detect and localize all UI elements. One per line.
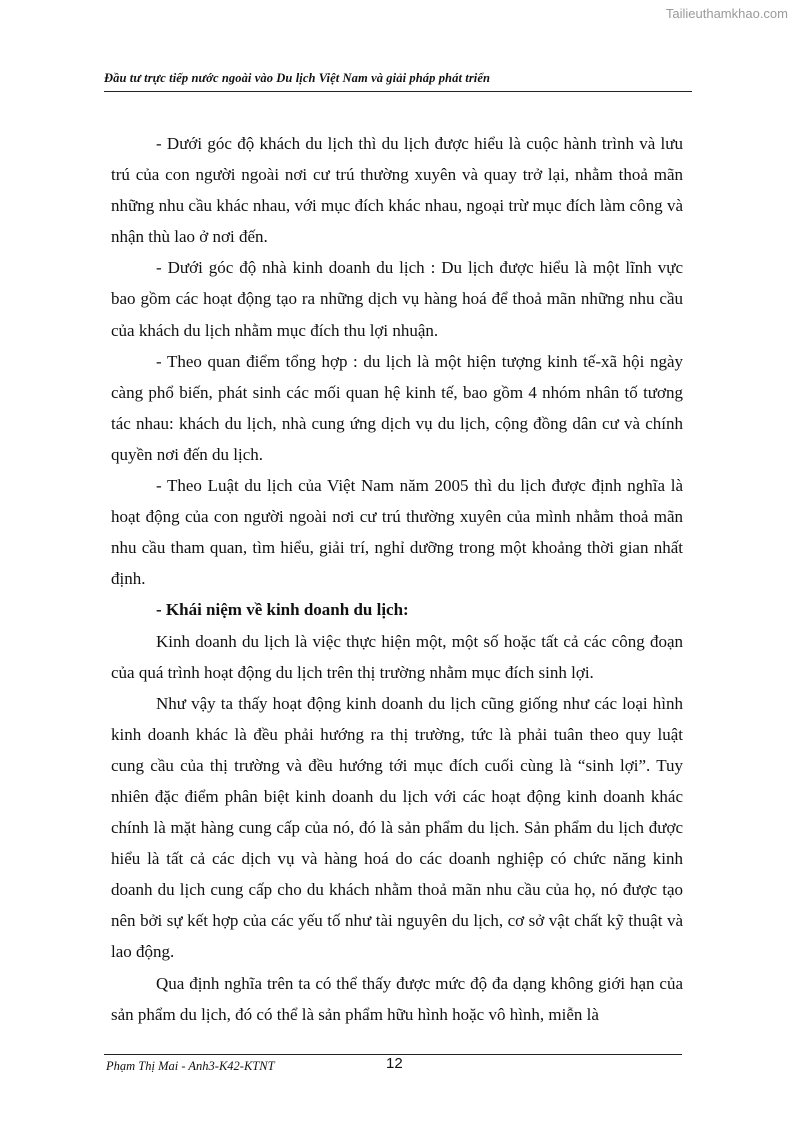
paragraph-tourism-product: Như vậy ta thấy hoạt động kinh doanh du lịch cũng giống như các loại hình kinh doanh khác là đều phải hướng ra thị trường, tức là phải tuân theo quy luật cung cầu của thị trường và đều hướng tới mục đích cuối cùng là “sinh lợi”. Tuy nhiên đặc điểm phân biệt kinh doanh du lịch với các hoạt động kinh doanh khác chính là mặt hàng cung cấp của nó, đó là sản phẩm du lịch. Sản phẩm du lịch được hiểu là tất cả các dịch vụ và hàng hoá do các doanh nghiệp có chức năng kinh doanh du lịch cung cấp cho du khách nhằm thoả mãn nhu cầu của họ, nó được tạo nên bởi sự kết hợp của các yếu tố như tài nguyên du lịch, cơ sở vật chất kỹ thuật và lao động. <box>111 693 683 962</box>
paragraph-synthesis-perspective: - Theo quan điểm tổng hợp : du lịch là một hiện tượng kinh tế-xã hội ngày càng phổ biến, phát sinh các mối quan hệ kinh tế, bao gồm 4 nhóm nhân tố tương tác nhau: khách du lịch, nhà cung ứng dịch vụ du lịch, cộng đồng dân cư và chính quyền nơi đến du lịch. <box>111 351 683 464</box>
running-header <box>104 70 692 92</box>
page-number: 12 <box>386 1055 403 1072</box>
section-heading-tourism-business: - Khái niệm về kinh doanh du lịch: <box>156 600 409 620</box>
paragraph-tourism-law-definition: - Theo Luật du lịch của Việt Nam năm 2005 thì du lịch được định nghĩa là hoạt động của con người ngoài nơi cư trú thường xuyên của mình nhằm thoả mãn nhu cầu tham quan, tìm hiểu, giải trí, nghỉ dưỡng trong một khoảng thời gian nhất định. <box>111 476 683 589</box>
paragraph-business-definition: Kinh doanh du lịch là việc thực hiện một, một số hoặc tất cả các công đoạn của quá trình hoạt động du lịch trên thị trường nhằm mục đích sinh lợi. <box>111 631 683 682</box>
paragraph-business-perspective: - Dưới góc độ nhà kinh doanh du lịch : Du lịch được hiểu là một lĩnh vực bao gồm các hoạt động tạo ra những dịch vụ hàng hoá để thoả mãn những nhu cầu của khách du lịch nhằm mục đích thu lợi nhuận. <box>111 258 683 340</box>
footer-author: Phạm Thị Mai - Anh3-K42-KTNT <box>106 1059 275 1073</box>
watermark-text: Tailieuthamkhao.com <box>665 6 788 21</box>
paragraph-tourist-perspective: - Dưới góc độ khách du lịch thì du lịch được hiểu là cuộc hành trình và lưu trú của con người ngoài nơi cư trú thường xuyên và quay trở lại, nhằm thoả mãn những nhu cầu khác nhau, với mục đích khác nhau, ngoại trừ mục đích làm công và nhận thù lao ở nơi đến. <box>111 134 683 247</box>
paragraph-product-diversity: Qua định nghĩa trên ta có thể thấy được mức độ đa dạng không giới hạn của sản phẩm du lịch, đó có thể là sản phẩm hữu hình hoặc vô hình, miễn là <box>111 973 683 1024</box>
body-text <box>111 128 683 1030</box>
page-footer <box>104 1048 682 1078</box>
header-divider <box>104 91 692 92</box>
header-title: Đầu tư trực tiếp nước ngoài vào Du lịch Việt Nam và giải pháp phát triển <box>104 71 491 85</box>
